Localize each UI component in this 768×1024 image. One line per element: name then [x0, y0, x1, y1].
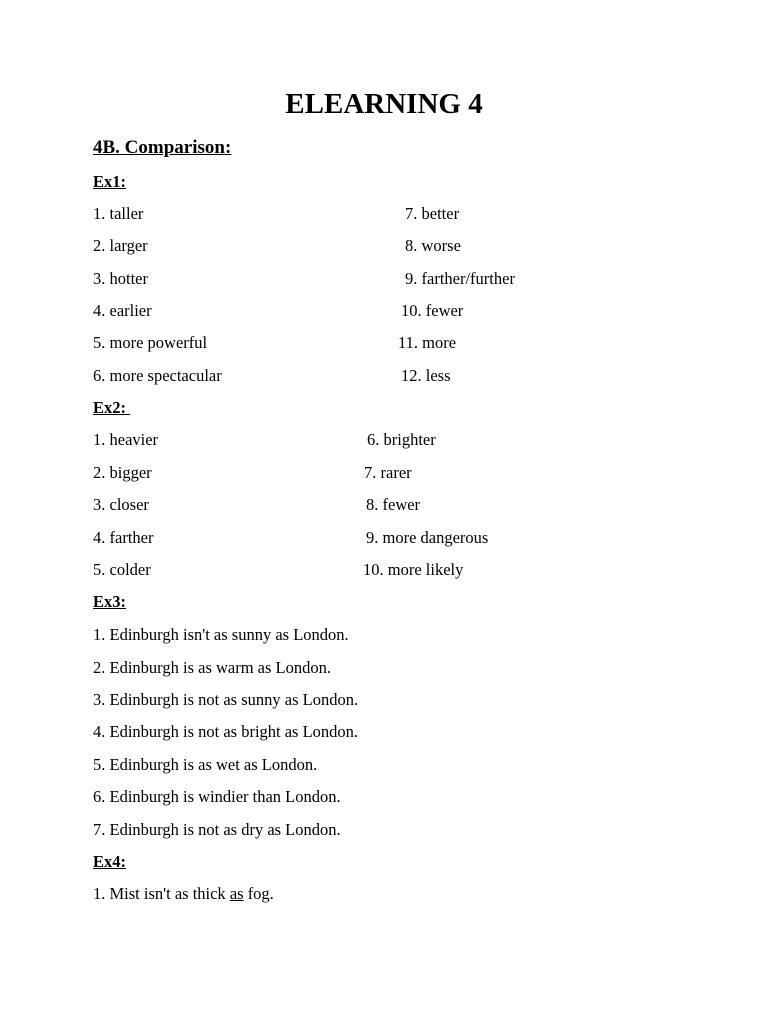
ex1-left-item: 5. more powerful	[93, 333, 208, 352]
ex1-left-item: 1. taller	[93, 204, 144, 223]
ex1-left-item: 4. earlier	[93, 301, 152, 320]
ex4-item	[93, 883, 274, 905]
ex1-right-item: 8. worse	[405, 236, 461, 255]
ex1-heading: Ex1:	[93, 172, 126, 191]
ex2-right-item: 10. more likely	[363, 560, 464, 579]
ex1-right-item: 9. farther/further	[405, 269, 515, 288]
ex4-item-text-after: fog.	[243, 884, 274, 903]
ex1-right-item: 7. better	[405, 204, 460, 223]
ex2-left-item: 4. farther	[93, 528, 154, 547]
ex2-right-item: 6. brighter	[367, 430, 436, 449]
ex4-heading: Ex4:	[93, 852, 126, 871]
ex4-item-underlined-word: as	[229, 884, 244, 903]
ex2-right-item: 8. fewer	[366, 495, 421, 514]
ex3-item: 4. Edinburgh is not as bright as London.	[93, 722, 359, 741]
ex2-left-item: 5. colder	[93, 560, 151, 579]
ex1-left-item: 3. hotter	[93, 269, 148, 288]
ex3-heading: Ex3:	[93, 592, 126, 611]
ex1-left-item: 6. more spectacular	[93, 366, 222, 385]
ex1-right-item: 12. less	[401, 366, 451, 385]
ex2-left-item: 3. closer	[93, 495, 149, 514]
ex2-heading: Ex2:	[93, 398, 131, 417]
ex3-item: 3. Edinburgh is not as sunny as London.	[93, 690, 359, 709]
ex2-left-item: 1. heavier	[93, 430, 159, 449]
ex3-item: 1. Edinburgh isn't as sunny as London.	[93, 625, 349, 644]
ex3-item: 2. Edinburgh is as warm as London.	[93, 658, 332, 677]
ex2-right-item: 9. more dangerous	[366, 528, 489, 547]
ex1-right-item: 10. fewer	[401, 301, 464, 320]
ex1-right-item: 11. more	[398, 333, 457, 352]
ex3-item: 6. Edinburgh is windier than London.	[93, 787, 341, 806]
ex1-left-item: 2. larger	[93, 236, 148, 255]
ex3-item: 7. Edinburgh is not as dry as London.	[93, 820, 341, 839]
section-heading: 4B. Comparison:	[93, 137, 232, 158]
page-title: ELEARNING 4	[285, 88, 483, 120]
ex2-left-item: 2. bigger	[93, 463, 152, 482]
ex4-item-text-before: 1. Mist isn't as thick	[93, 884, 230, 903]
ex3-item: 5. Edinburgh is as wet as London.	[93, 755, 318, 774]
ex2-right-item: 7. rarer	[364, 463, 412, 482]
